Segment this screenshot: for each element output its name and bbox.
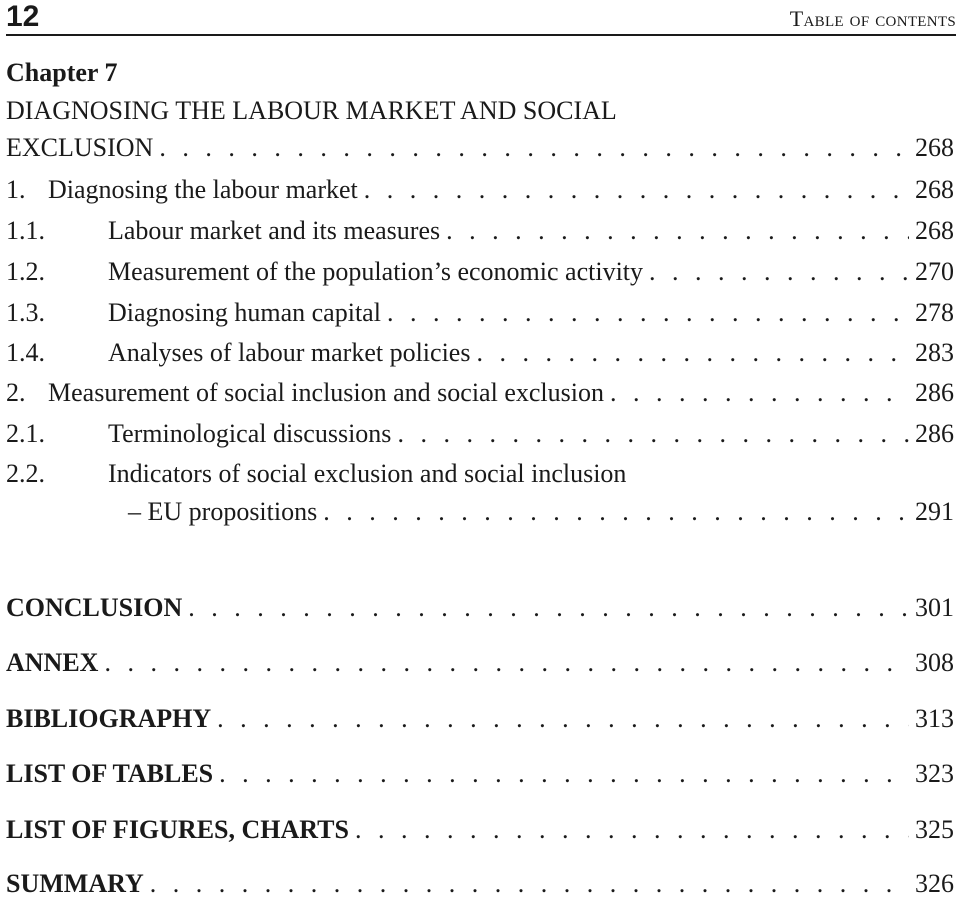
toc-entry[interactable]: [6, 213, 954, 249]
entry-page: 268: [915, 216, 954, 245]
entry-page: 291: [915, 497, 954, 526]
entry-number: 1.2.: [6, 257, 45, 286]
toc-entry-annex[interactable]: [6, 645, 954, 681]
entry-page: 283: [915, 338, 954, 367]
toc-entry[interactable]: [6, 172, 954, 208]
entry-page: 268: [915, 133, 954, 162]
entry-title: Diagnosing the labour market: [48, 175, 358, 204]
entry-number: 1.3.: [6, 298, 45, 327]
entry-page: 325: [915, 815, 954, 844]
entry-page: 270: [915, 257, 954, 286]
toc-entry-list-of-figures[interactable]: [6, 812, 954, 848]
entry-title: BIBLIOGRAPHY: [6, 704, 212, 733]
toc-entry-title-line1[interactable]: Indicators of social exclusion and social inclusion: [108, 459, 627, 488]
dot-leader: [355, 812, 909, 848]
entry-title: Analyses of labour market policies: [108, 338, 471, 367]
entry-page: 301: [915, 593, 954, 622]
entry-page: 308: [915, 648, 954, 677]
entry-page: 313: [915, 704, 954, 733]
chapter-title: DIAGNOSING THE LABOUR MARKET AND SOCIAL: [6, 96, 617, 125]
toc-entry-list-of-tables[interactable]: [6, 756, 954, 792]
entry-page: 268: [915, 175, 954, 204]
dot-leader: [219, 756, 909, 792]
entry-title: Labour market and its measures: [108, 216, 441, 245]
toc-entry-conclusion[interactable]: [6, 590, 954, 626]
entry-page: 286: [915, 419, 954, 448]
dot-leader: [387, 295, 909, 331]
entry-number: 1.1.: [6, 216, 45, 245]
entry-number: 2.: [6, 378, 26, 407]
dot-leader: [150, 866, 909, 902]
toc-entry-summary[interactable]: [6, 866, 954, 902]
dot-leader: [397, 416, 909, 452]
page-header: [6, 0, 956, 36]
entry-page: 278: [915, 298, 954, 327]
dot-leader: [610, 375, 909, 411]
toc-entry[interactable]: [6, 295, 954, 331]
dot-leader: [159, 130, 909, 166]
dot-leader: [476, 335, 909, 371]
entry-title: LIST OF TABLES: [6, 759, 214, 788]
page-number: 12: [6, 0, 40, 33]
entry-title: CONCLUSION: [6, 593, 183, 622]
entry-title: Measurement of the population’s economic activity: [108, 257, 644, 286]
entry-page: 326: [915, 869, 954, 898]
entry-page: 323: [915, 759, 954, 788]
toc-entry-chapter[interactable]: [6, 130, 954, 166]
entry-title: Terminological discussions: [108, 419, 392, 448]
toc-entry-bibliography[interactable]: [6, 701, 954, 737]
running-head: Table of contents: [789, 6, 956, 31]
dot-leader: [188, 590, 909, 626]
toc-entry-continued[interactable]: [128, 494, 954, 530]
entry-title: SUMMARY: [6, 869, 144, 898]
dot-leader: [649, 254, 909, 290]
toc-entry[interactable]: [6, 254, 954, 290]
toc-entry-number: 2.2.: [6, 459, 45, 488]
toc-entry[interactable]: [6, 335, 954, 371]
toc-entry[interactable]: [6, 416, 954, 452]
toc-entry[interactable]: [6, 375, 954, 411]
entry-number: 2.1.: [6, 419, 45, 448]
entry-title: Measurement of social inclusion and social exclusion: [48, 378, 604, 407]
entry-title: – EU propositions: [128, 497, 318, 526]
entry-number: 1.: [6, 175, 26, 204]
dot-leader: [323, 494, 909, 530]
entry-title: Diagnosing human capital: [108, 298, 381, 327]
chapter-label: Chapter 7: [6, 58, 118, 87]
entry-title: EXCLUSION: [6, 133, 154, 162]
dot-leader: [217, 701, 909, 737]
entry-page: 286: [915, 378, 954, 407]
entry-number: 1.4.: [6, 338, 45, 367]
dot-leader: [446, 213, 909, 249]
dot-leader: [104, 645, 909, 681]
entry-title: LIST OF FIGURES, CHARTS: [6, 815, 349, 844]
dot-leader: [364, 172, 909, 208]
entry-title: ANNEX: [6, 648, 99, 677]
